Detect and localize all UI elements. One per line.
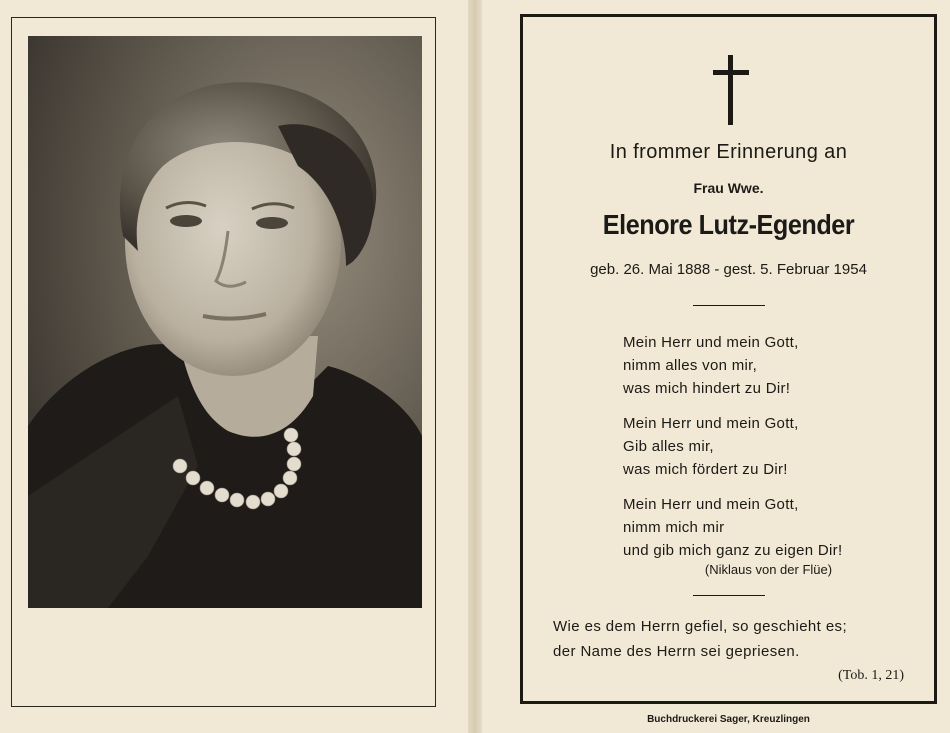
deceased-name: Elenore Lutz-Egender [602,209,855,240]
verse-2 [623,412,799,481]
card-fold [468,0,482,733]
life-dates: geb. 26. Mai 1888 - gest. 5. Februar 1954 [590,261,867,278]
printer-credit: Buchdruckerei Sager, Kreuzlingen [647,714,810,725]
scripture-reference: (Tob. 1, 21) [838,668,904,683]
verse-line: nimm mich mir [623,519,725,536]
divider-bottom [693,595,765,596]
honorific: Frau Wwe. [693,180,764,196]
verse-line: und gib mich ganz zu eigen Dir! [623,542,843,559]
verse-1 [623,331,799,400]
closing-line: Wie es dem Herrn gefiel, so geschieht es; [553,618,848,635]
card-text-frame [520,14,937,704]
verse-3 [623,493,842,562]
verse-line: Gib alles mir, [623,438,714,455]
memory-line: In frommer Erinnerung an [609,141,848,163]
closing-text [553,614,847,664]
verse-line: was mich hindert zu Dir! [623,380,791,397]
latin-cross-icon [713,55,749,125]
verse-line: Mein Herr und mein Gott, [623,496,799,513]
verse-line: Mein Herr und mein Gott, [623,415,799,432]
verse-line: nimm alles von mir, [623,357,758,374]
portrait-photo [28,36,422,608]
divider-top [693,305,765,306]
closing-line: der Name des Herrn sei gepriesen. [553,643,800,660]
portrait-illustration [28,36,422,608]
verse-line: Mein Herr und mein Gott, [623,334,799,351]
verse-attribution: (Niklaus von der Flüe) [704,562,833,577]
verse-line: was mich fördert zu Dir! [623,461,788,478]
